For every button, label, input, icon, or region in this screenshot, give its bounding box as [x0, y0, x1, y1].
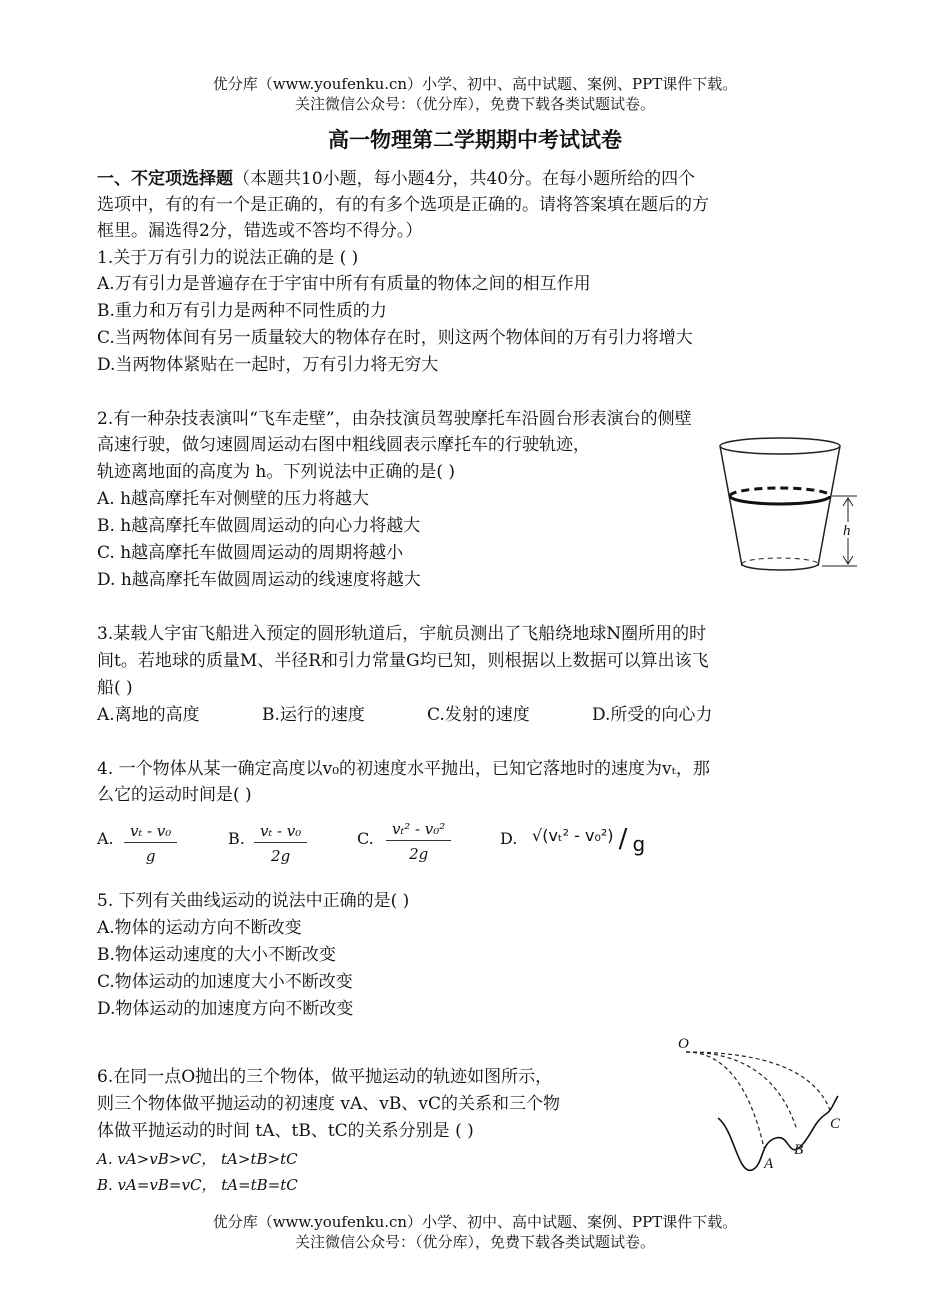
q1-stem: 1.关于万有引力的说法正确的是 ( ) [97, 248, 359, 268]
section-intro-text: （本题共10小题，每小题4分，共40分。在每小题所给的四个 [233, 169, 696, 189]
trajectory-a [686, 1052, 764, 1148]
q3-stem-line-3: 船( ) [97, 678, 133, 698]
q2-option-c: C. h越高摩托车做圆周运动的周期将越小 [97, 543, 404, 563]
q4-stem-line-1: 4. 一个物体从某一确定高度以v₀的初速度水平抛出，已知它落地时的速度为vₜ，那 [97, 759, 710, 779]
section-intro-line-2: 选项中，有的有一个是正确的，有的有多个选项是正确的。请将答案填在题后的方 [97, 195, 709, 215]
q6-stem-line-3: 体做平抛运动的时间 tA、tB、tC的关系分别是 ( ) [97, 1121, 474, 1141]
q4-option-a-label: A. [97, 829, 114, 848]
q2-option-a: A. h越高摩托车对侧壁的压力将越大 [97, 489, 370, 509]
q4-c-denominator: 2g [409, 845, 429, 863]
frustum-figure [712, 436, 862, 581]
footer-line-1: 优分库（www.youfenku.cn）小学、初中、高中试题、案例、PPT课件下载。 [212, 1213, 738, 1231]
section-intro-line-1 [97, 166, 695, 192]
fraction-slash-icon: ∕ [618, 824, 628, 854]
q6-stem-line-2: 则三个物体做平抛运动的初速度 vA、vB、vC的关系和三个物 [97, 1094, 560, 1114]
q3-option-a: A.离地的高度 [97, 705, 200, 725]
q4-option-d-formula [532, 824, 645, 856]
header-line-2: 关注微信公众号：（优分库），免费下载各类试题试卷。 [294, 95, 655, 113]
q4-b-numerator: vₜ - v₀ [254, 822, 307, 843]
q6-stem-line-1: 6.在同一点O抛出的三个物体，做平抛运动的轨迹如图所示， [97, 1067, 553, 1087]
page-title: 高一物理第二学期期中考试试卷 [328, 127, 622, 152]
frustum-base-back [742, 558, 818, 564]
q5-option-d: D.物体运动的加速度方向不断改变 [97, 999, 354, 1019]
q5-option-c: C.物体运动的加速度大小不断改变 [97, 972, 353, 992]
q2-stem-line-2: 高速行驶，做匀速圆周运动右图中粗线圆表示摩托车的行驶轨迹， [97, 435, 590, 455]
q5-option-a: A.物体的运动方向不断改变 [97, 918, 302, 938]
q6-option-a: A. vA>vB>vC， tA>tB>tC [97, 1150, 298, 1168]
point-a-label: A [764, 1156, 774, 1172]
q2-stem-line-1: 2.有一种杂技表演叫“飞车走壁”，由杂技演员驾驶摩托车沿圆台形表演台的侧壁 [97, 409, 692, 429]
ground-curve [718, 1096, 838, 1170]
q4-option-c-formula [386, 820, 451, 863]
trajectory-figure [672, 1030, 852, 1180]
track-circle-front [730, 496, 830, 504]
q1-option-b: B.重力和万有引力是两种不同性质的力 [97, 301, 387, 321]
q4-a-denominator: g [145, 847, 156, 865]
point-b-label: B [794, 1142, 804, 1158]
q4-b-denominator: 2g [271, 847, 291, 865]
q4-d-numerator: √(vₜ² - v₀²) [532, 826, 614, 845]
q3-stem-line-1: 3.某载人宇宙飞船进入预定的圆形轨道后，宇航员测出了飞船绕地球N圈所用的时 [97, 624, 707, 644]
q2-option-b: B. h越高摩托车做圆周运动的向心力将越大 [97, 516, 421, 536]
height-label: h [843, 523, 851, 539]
frustum-base-front [742, 564, 818, 570]
q4-option-b-label: B. [228, 829, 245, 848]
q4-c-numerator: vₜ² - v₀² [386, 820, 451, 841]
q3-option-c: C.发射的速度 [427, 705, 530, 725]
footer-line-2: 关注微信公众号：（优分库），免费下载各类试题试卷。 [294, 1233, 655, 1251]
trajectory-b [686, 1052, 797, 1130]
q4-a-numerator: vₜ - v₀ [124, 822, 177, 843]
q4-option-c-label: C. [357, 829, 374, 848]
q5-stem: 5. 下列有关曲线运动的说法中正确的是( ) [97, 891, 410, 911]
frustum-left-wall [720, 446, 742, 566]
track-circle-back [730, 488, 830, 496]
q4-d-denominator: g [632, 832, 646, 856]
q4-stem-line-2: 么它的运动时间是( ) [97, 785, 252, 805]
q1-option-a: A.万有引力是普遍存在于宇宙中所有有质量的物体之间的相互作用 [97, 274, 591, 294]
frustum-right-wall [818, 446, 840, 566]
section-intro-line-3: 框里。漏选得2分，错选或不答均不得分。） [97, 221, 423, 241]
q3-option-b: B.运行的速度 [262, 705, 365, 725]
origin-label: O [678, 1036, 689, 1052]
q4-option-d-label: D. [500, 829, 518, 848]
q2-stem-line-3: 轨迹离地面的高度为 h。下列说法中正确的是( ) [97, 462, 456, 482]
section-heading: 一、不定项选择题 [97, 169, 233, 189]
q4-option-a-formula [124, 822, 177, 865]
q2-option-d: D. h越高摩托车做圆周运动的线速度将越大 [97, 570, 421, 590]
q3-stem-line-2: 间t。若地球的质量M、半径R和引力常量G均已知，则根据以上数据可以算出该飞 [97, 651, 709, 671]
q3-option-d: D.所受的向心力 [592, 705, 713, 725]
q1-option-d: D.当两物体紧贴在一起时，万有引力将无穷大 [97, 355, 439, 375]
trajectory-c [686, 1052, 830, 1110]
q4-option-b-formula [254, 822, 307, 865]
point-c-label: C [830, 1116, 841, 1132]
q5-option-b: B.物体运动速度的大小不断改变 [97, 945, 336, 965]
q1-option-c: C.当两物体间有另一质量较大的物体存在时，则这两个物体间的万有引力将增大 [97, 328, 693, 348]
header-line-1: 优分库（www.youfenku.cn）小学、初中、高中试题、案例、PPT课件下载。 [212, 75, 738, 93]
frustum-top-rim [720, 438, 840, 454]
q6-option-b: B. vA=vB=vC， tA=tB=tC [97, 1176, 298, 1194]
